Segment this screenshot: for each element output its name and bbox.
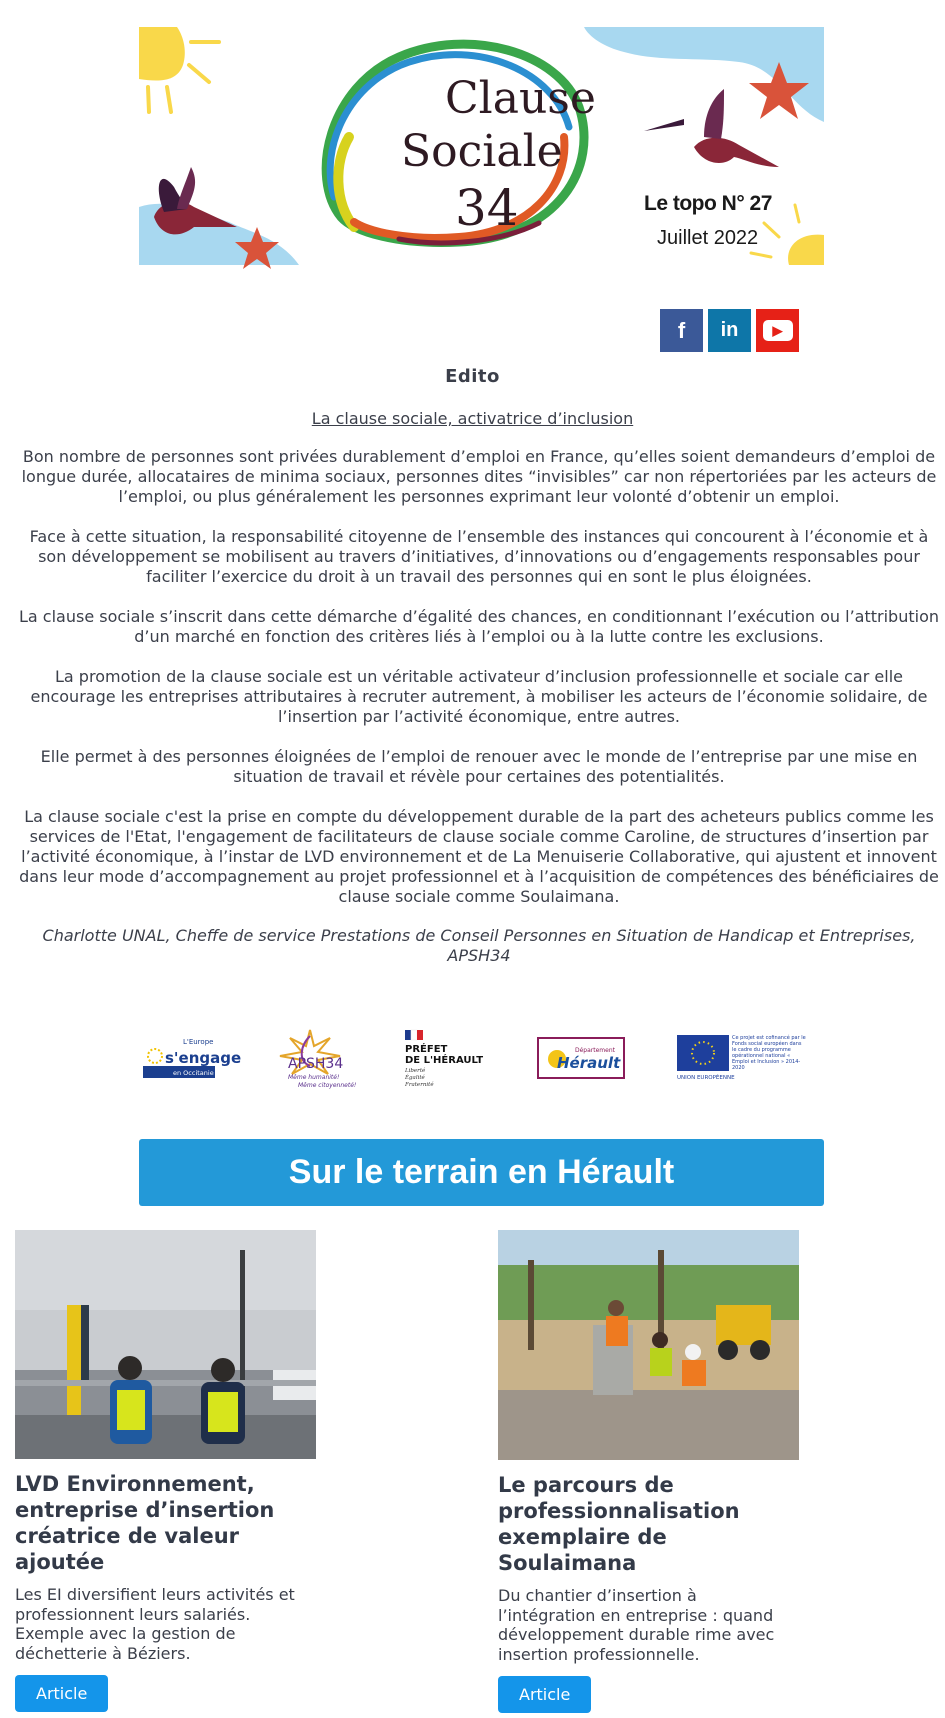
svg-text:PRÉFET: PRÉFET	[405, 1044, 448, 1055]
edito-signature: Charlotte UNAL, Cheffe de service Prestations de Conseil Personnes en Situation de Handicap et Entreprises, APSH34	[42, 926, 916, 965]
facebook-button[interactable]	[660, 309, 703, 352]
article-summary: Les EI diversifient leurs activités et professionnent leurs salariés. Exemple avec la gestion de déchetterie à Béziers.	[15, 1585, 295, 1663]
edito-paragraph: Elle permet à des personnes éloignées de l’emploi de renouer avec le monde de l’entreprise par une mise en situation de travail et révèle pour certaines des potentialités.	[40, 747, 918, 786]
youtube-button[interactable]	[756, 309, 799, 352]
article-card	[498, 1230, 798, 1713]
article-photo-lvd[interactable]	[15, 1230, 316, 1459]
section-header	[139, 1139, 824, 1206]
svg-text:s'engage: s'engage	[165, 1049, 242, 1067]
section-title: Sur le terrain en Hérault	[288, 1153, 675, 1191]
edito-paragraph: La promotion de la clause sociale est un véritable activateur d’inclusion professionnelle et sociale car elle encourage les entreprises attributaires à recruter autrement, à mobiliser les acteurs de l’économie solidaire, de l’insertion par l’activité économique, entre autres.	[30, 667, 928, 726]
brand-line-3: 34	[455, 179, 519, 237]
union-europeenne-logo	[677, 1023, 807, 1093]
svg-text:Liberté: Liberté	[405, 1068, 426, 1074]
svg-text:Hérault: Hérault	[557, 1054, 621, 1072]
article-button[interactable]: Article	[498, 1676, 591, 1713]
edito-paragraph: La clause sociale c'est la prise en compte du développement durable de la part des acheteurs publics comme les services de l'Etat, l'engagement de facilitateurs de clause sociale comme Caroline, de structures d’insertion par l’activité économique, à l’instar de LVD environnement et de La Menuiserie Collaborative, qui ajustent et innovent dans leur mode d’accompagnement au projet professionnel et à l’acquisition de compétences des bénéficiaires de clause sociale comme Soulaimana.	[19, 807, 939, 906]
article-photo-soulaimana[interactable]	[498, 1230, 799, 1459]
partner-logos	[0, 1023, 945, 1093]
social-links	[660, 309, 799, 352]
edito-paragraph: La clause sociale s’inscrit dans cette démarche d’égalité des chances, en conditionnant l’exécution ou l’attribution d’un marché en fonction des critères liés à l’emploi ou à la lutte contre les exclusions.	[19, 607, 939, 646]
edito-paragraph: Face à cette situation, la responsabilité citoyenne de l’ensemble des instances qui concourent à l’économie et à son développement se mobilisent au travers d’initiatives, d’innovations ou d’engagements responsables pour faciliter l’exercice du droit à un travail des personnes qui en sont le plus éloignées.	[29, 527, 929, 586]
edito-body	[14, 447, 944, 986]
article-card	[15, 1230, 315, 1712]
svg-text:UNION EUROPÉENNE: UNION EUROPÉENNE	[677, 1075, 735, 1081]
svg-text:L'Europe: L'Europe	[183, 1038, 214, 1046]
issue-date: Juillet 2022	[657, 227, 759, 249]
youtube-icon: ▶	[763, 320, 793, 341]
edito-subtitle: La clause sociale, activatrice d’inclusion	[311, 409, 634, 428]
article-title[interactable]: LVD Environnement, entreprise d’insertion créatrice de valeur ajoutée	[15, 1472, 275, 1574]
linkedin-button[interactable]	[708, 309, 751, 352]
svg-text:DE L'HÉRAULT: DE L'HÉRAULT	[405, 1055, 484, 1066]
article-summary: Du chantier d’insertion à l’intégration en entreprise : quand développement durable rime avec insertion professionnelle.	[498, 1586, 775, 1664]
edito-paragraph: Bon nombre de personnes sont privées durablement d’emploi en France, qu’elles soient demandeurs d’emploi de longue durée, allocataires de minima sociaux, personnes dites “invisibles” car non répertoriées par les acteurs de l’emploi, ou plus généralement les personnes exprimant leur volonté d’obtenir un emploi.	[21, 447, 937, 506]
brand-line-2: Sociale	[401, 126, 563, 177]
banner-text-layer	[139, 27, 824, 265]
brand-line-1: Clause	[445, 73, 596, 124]
svg-text:en Occitanie: en Occitanie	[173, 1069, 214, 1077]
svg-text:APSH34: APSH34	[288, 1056, 344, 1072]
issue-number: Le topo N° 27	[644, 192, 772, 215]
newsletter-banner	[139, 27, 824, 265]
departement-herault-logo	[537, 1023, 625, 1093]
europe-occitanie-logo	[143, 1023, 242, 1093]
svg-text:Égalité: Égalité	[405, 1075, 425, 1081]
apsh34-logo	[270, 1023, 357, 1093]
svg-text:Même citoyenneté!: Même citoyenneté!	[298, 1082, 357, 1089]
svg-text:Fraternité: Fraternité	[405, 1082, 434, 1088]
facebook-icon: f	[677, 317, 686, 343]
article-title[interactable]: Le parcours de professionnalisation exemplaire de Soulaimana	[498, 1473, 740, 1575]
article-button[interactable]: Article	[15, 1675, 108, 1712]
prefet-herault-logo	[403, 1023, 483, 1093]
edito-heading: Edito	[445, 366, 500, 387]
ue-cofinancement-text: Ce projet est cofinancé par le Fonds social européen dans le cadre du programme opérationnel national « Emploi et Inclusion » 2014-2020	[732, 1035, 806, 1071]
svg-text:Département: Département	[575, 1047, 615, 1054]
linkedin-icon: in	[720, 319, 739, 341]
svg-text:Même humanité!: Même humanité!	[288, 1074, 340, 1081]
